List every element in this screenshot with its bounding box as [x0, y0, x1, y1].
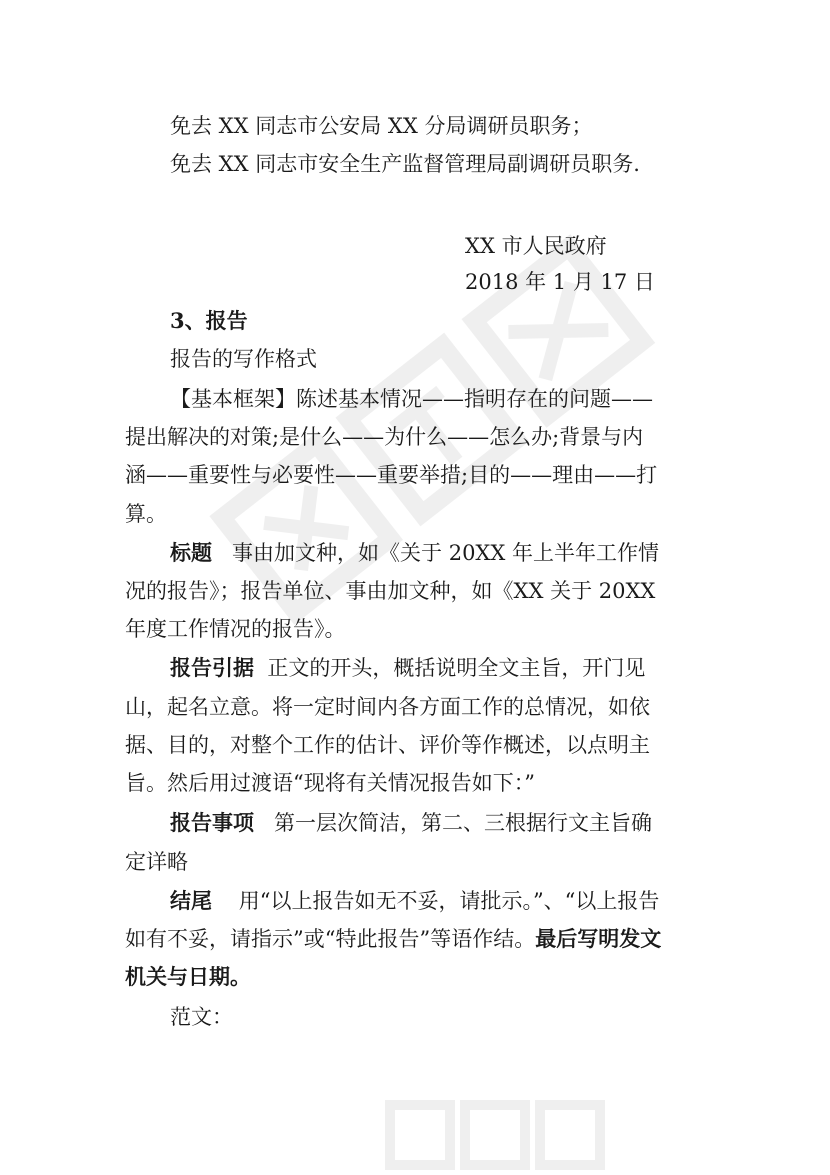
ending-text-2: 如有不妥，请指示”或“特此报告”等语作结。 [125, 927, 536, 951]
ending-text: 用“以上报告如无不妥，请批示。”、“以上报告 [238, 889, 660, 913]
removal-line-2: 免去 XX 同志市安全生产监督管理局副调研员职务. [170, 152, 640, 176]
matter-term: 报告事项 [170, 810, 254, 835]
framework-line-4: 算。 [125, 502, 167, 526]
sample-label: 范文： [170, 1005, 233, 1029]
ending-bold-1: 最后写明发文 [535, 926, 662, 951]
framework-line-3: 涵——重要性与必要性——重要举措;目的——理由——打 [125, 463, 658, 487]
title-para-line-1 [170, 539, 705, 567]
ending-para-line-3: 机关与日期。 [125, 964, 251, 989]
removal-line-1: 免去 XX 同志市公安局 XX 分局调研员职务； [170, 114, 593, 138]
intro-para-line-3: 据、目的，对整个工作的估计、评价等作概述，以点明主 [125, 733, 650, 757]
intro-term: 报告引据 [170, 655, 254, 680]
watermark-logo-bottom [380, 1085, 610, 1175]
matter-para-line-2: 定详略 [125, 850, 188, 874]
matter-para-line-1 [170, 809, 705, 837]
section-subheading: 报告的写作格式 [170, 347, 317, 371]
ending-para-line-1 [170, 887, 705, 915]
signature-org: XX 市人民政府 [465, 234, 607, 258]
intro-para-line-1 [170, 654, 705, 682]
intro-para-line-4: 旨。然后用过渡语“现将有关情况报告如下：” [125, 771, 535, 795]
title-term: 标题 [170, 540, 212, 565]
section-heading: 3、报告 [170, 308, 248, 333]
title-text: 事由加文种，如《关于 20XX 年上半年工作情 [232, 541, 660, 565]
title-para-line-3: 年度工作情况的报告》。 [125, 617, 346, 641]
intro-para-line-2: 山，起名立意。将一定时间内各方面工作的总情况，如依 [125, 695, 650, 719]
ending-para-line-2 [125, 925, 705, 953]
intro-text: 正文的开头，概括说明全文主旨，开门见 [267, 656, 646, 680]
matter-text: 第一层次简洁，第二、三根据行文主旨确 [274, 811, 653, 835]
ending-term: 结尾 [170, 888, 212, 913]
framework-line-2: 提出解决的对策;是什么——为什么——怎么办;背景与内 [125, 425, 644, 449]
title-para-line-2: 况的报告》；报告单位、事由加文种，如《XX 关于 20XX [125, 579, 656, 603]
framework-line-1: 【基本框架】陈述基本情况——指明存在的问题—— [170, 387, 653, 411]
signature-date: 2018 年 1 月 17 日 [465, 270, 655, 294]
